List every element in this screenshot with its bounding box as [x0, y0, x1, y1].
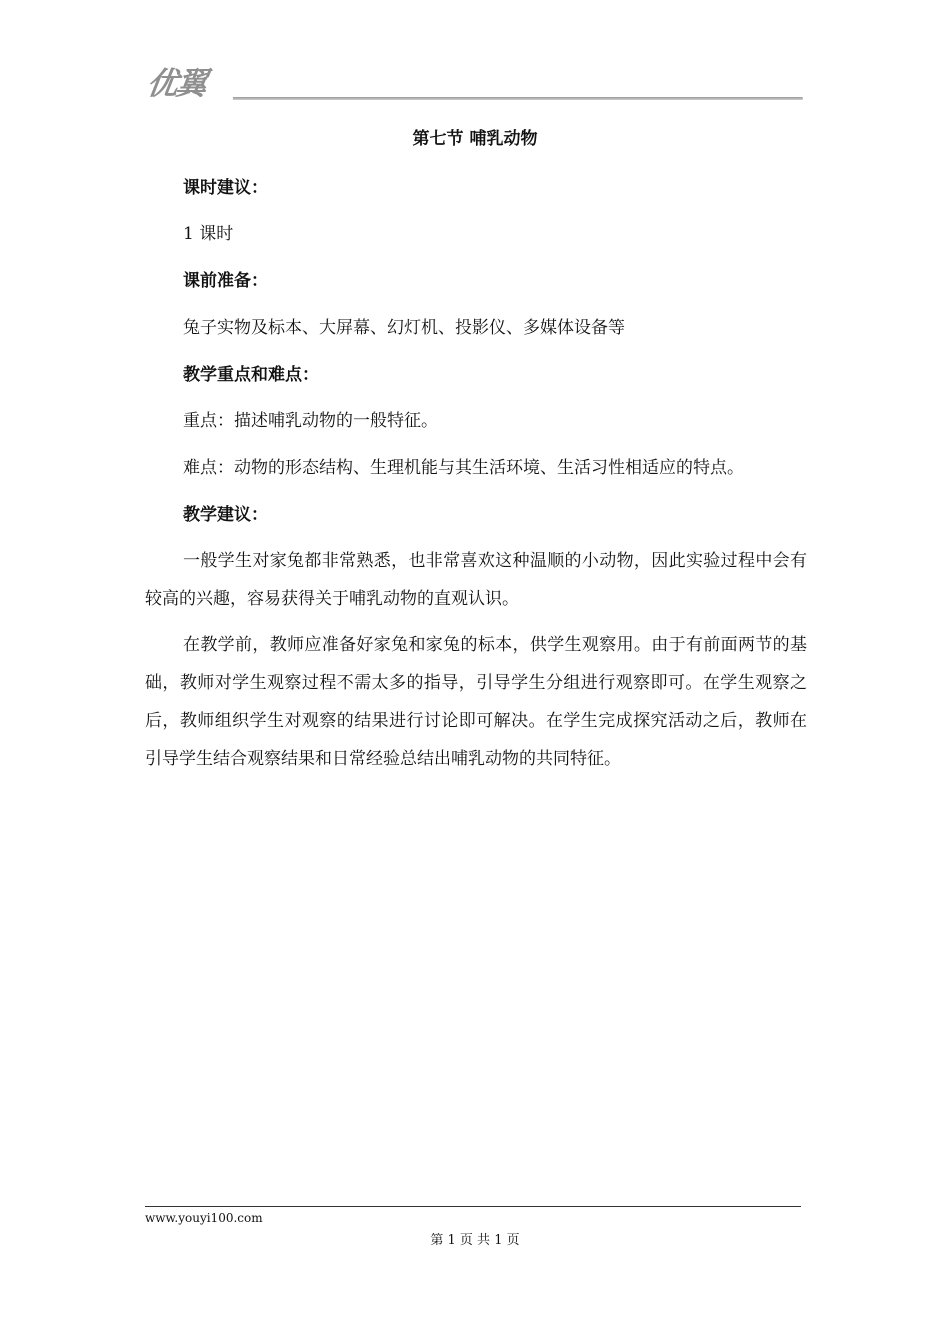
- footer-website: www.youyi100.com: [145, 1211, 263, 1225]
- youyi-logo: 优翼: [144, 66, 208, 102]
- header-divider: [233, 97, 803, 100]
- key-points-heading: 教学重点和难点：: [183, 365, 319, 385]
- suggestion-paragraph-2: 在教学前，教师应准备好家兔和家兔的标本，供学生观察用。由于有前面两节的基础，教师对学生观察过程不需太多的指导，引导学生分组进行观察即可。在学生观察之后，教师组织学生对观察的结果进行讨论即可解决。在学生完成探究活动之后，教师在引导学生结合观察结果和日常经验总结出哺乳动物的共同特征。: [145, 635, 807, 769]
- page-number: 第 1 页 共 1 页: [430, 1233, 520, 1248]
- suggestions-heading: 教学建议：: [183, 505, 268, 525]
- footer-divider: [145, 1206, 801, 1207]
- preparation-value: 兔子实物及标本、大屏幕、幻灯机、投影仪、多媒体设备等: [183, 318, 625, 338]
- page-header: [145, 62, 805, 107]
- suggestion-paragraph-1: 一般学生对家兔都非常熟悉，也非常喜欢这种温顺的小动物，因此实验过程中会有较高的兴趣，容易获得关于哺乳动物的直观认识。: [145, 551, 807, 609]
- preparation-heading: 课前准备：: [183, 271, 268, 291]
- document-title: 第七节 哺乳动物: [412, 129, 538, 149]
- class-hours-heading: 课时建议：: [183, 178, 268, 198]
- key-point-text: 重点：描述哺乳动物的一般特征。: [183, 411, 438, 431]
- difficult-point-text: 难点：动物的形态结构、生理机能与其生活环境、生活习性相适应的特点。: [183, 458, 744, 478]
- class-hours-value: 1 课时: [183, 224, 234, 244]
